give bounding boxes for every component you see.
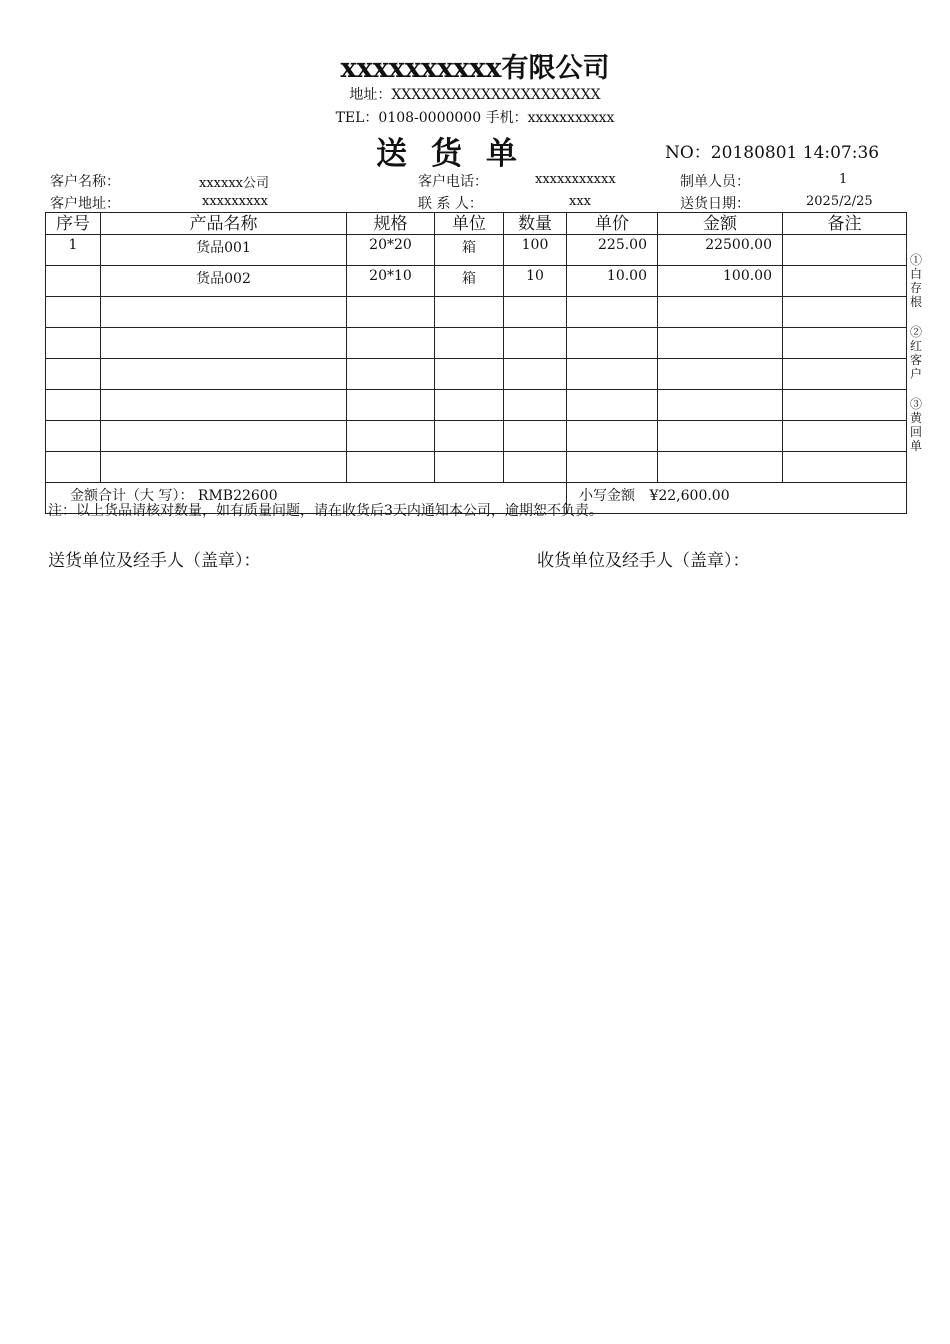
document-number: NO：20180801 14:07:36 [665,143,880,163]
cell-spec [347,390,435,421]
table-row [46,390,907,421]
cell-amount [658,390,783,421]
cell-index [46,452,101,483]
side-label-white: ①白存根 [909,253,922,309]
cell-spec: 20*10 [347,266,435,297]
cell-price [567,328,658,359]
delivery-date-label: 送货日期： [680,196,750,212]
table-row [46,452,907,483]
table-row [46,266,907,297]
cell-remark [783,266,907,297]
cell-amount [658,421,783,452]
table-row [46,328,907,359]
receiver-signature: 收货单位及经手人（盖章）： [537,551,750,571]
cell-qty [504,390,567,421]
document-title: 送货单 [376,136,541,172]
side-label-red: ②红客户 [909,325,922,381]
goods-table [45,212,907,514]
cell-index [46,359,101,390]
cell-price: 225.00 [567,235,658,266]
cell-qty: 100 [504,235,567,266]
cell-product: 货品001 [101,235,347,266]
side-label-yellow: ③黄回单 [909,397,922,453]
footer-note: 注：以上货品请核对数量，如有质量问题，请在收货后3天内通知本公司，逾期恕不负责。 [48,503,603,519]
cell-index [46,266,101,297]
sender-signature: 送货单位及经手人（盖章）： [48,551,261,571]
cell-qty [504,297,567,328]
cell-price: 10.00 [567,266,658,297]
cell-product [101,452,347,483]
total-lower-value: ¥22,600.00 [649,488,730,504]
header-amount: 金额 [658,213,783,235]
cell-amount: 100.00 [658,266,783,297]
cell-unit [435,390,504,421]
header-spec: 规格 [347,213,435,235]
cell-spec [347,359,435,390]
cell-index [46,390,101,421]
cell-unit: 箱 [435,235,504,266]
table-row [46,359,907,390]
cell-spec [347,328,435,359]
cell-remark [783,452,907,483]
table-header-row [46,213,907,235]
cell-qty [504,452,567,483]
cell-unit: 箱 [435,266,504,297]
cell-index [46,328,101,359]
table-row [46,235,907,266]
cell-product: 货品002 [101,266,347,297]
cell-spec [347,421,435,452]
cell-spec [347,297,435,328]
cell-remark [783,328,907,359]
header-remark: 备注 [783,213,907,235]
header-price: 单价 [567,213,658,235]
cell-qty [504,328,567,359]
total-upper-label: 金额合计（大 写）： [70,488,194,504]
cell-product [101,390,347,421]
header-index: 序号 [46,213,101,235]
total-lower-cell [567,483,907,514]
cell-remark [783,421,907,452]
delivery-date-value: 2025/2/25 [806,194,873,209]
cell-unit [435,452,504,483]
header-product: 产品名称 [101,213,347,235]
cell-price [567,359,658,390]
customer-address-label: 客户地址： [50,196,120,212]
cell-product [101,359,347,390]
cell-spec: 20*20 [347,235,435,266]
cell-remark [783,359,907,390]
contact-value: xxx [569,194,591,209]
cell-price [567,421,658,452]
cell-price [567,390,658,421]
company-tel: TEL：0108-0000000 手机：xxxxxxxxxxx [335,110,615,126]
cell-product [101,297,347,328]
cell-price [567,452,658,483]
table-row [46,421,907,452]
cell-amount [658,452,783,483]
total-upper-value: RMB22600 [197,488,278,504]
cell-product [101,421,347,452]
cell-amount [658,328,783,359]
maker-label: 制单人员： [680,174,750,190]
table-row [46,297,907,328]
header-unit: 单位 [435,213,504,235]
cell-qty [504,421,567,452]
customer-name-label: 客户名称： [50,174,120,190]
cell-amount [658,359,783,390]
cell-unit [435,421,504,452]
cell-amount [658,297,783,328]
cell-spec [347,452,435,483]
cell-qty [504,359,567,390]
cell-index [46,297,101,328]
cell-remark [783,297,907,328]
cell-amount: 22500.00 [658,235,783,266]
customer-phone-label: 客户电话： [418,174,488,190]
cell-unit [435,328,504,359]
cell-index [46,421,101,452]
cell-remark [783,235,907,266]
cell-price [567,297,658,328]
cell-unit [435,297,504,328]
customer-address-value: xxxxxxxxx [202,194,268,209]
header-qty: 数量 [504,213,567,235]
total-lower-label: 小写金额 [579,488,635,504]
company-address: 地址：XXXXXXXXXXXXXXXXXXXXX [349,87,601,103]
company-name: xxxxxxxxxx有限公司 [340,53,610,84]
cell-qty: 10 [504,266,567,297]
cell-unit [435,359,504,390]
customer-name-value: xxxxxx公司 [199,176,269,191]
cell-remark [783,390,907,421]
cell-product [101,328,347,359]
cell-index: 1 [46,235,101,266]
customer-phone-value: xxxxxxxxxxx [535,172,616,187]
maker-value: 1 [839,172,848,187]
contact-label: 联 系 人： [418,196,483,212]
